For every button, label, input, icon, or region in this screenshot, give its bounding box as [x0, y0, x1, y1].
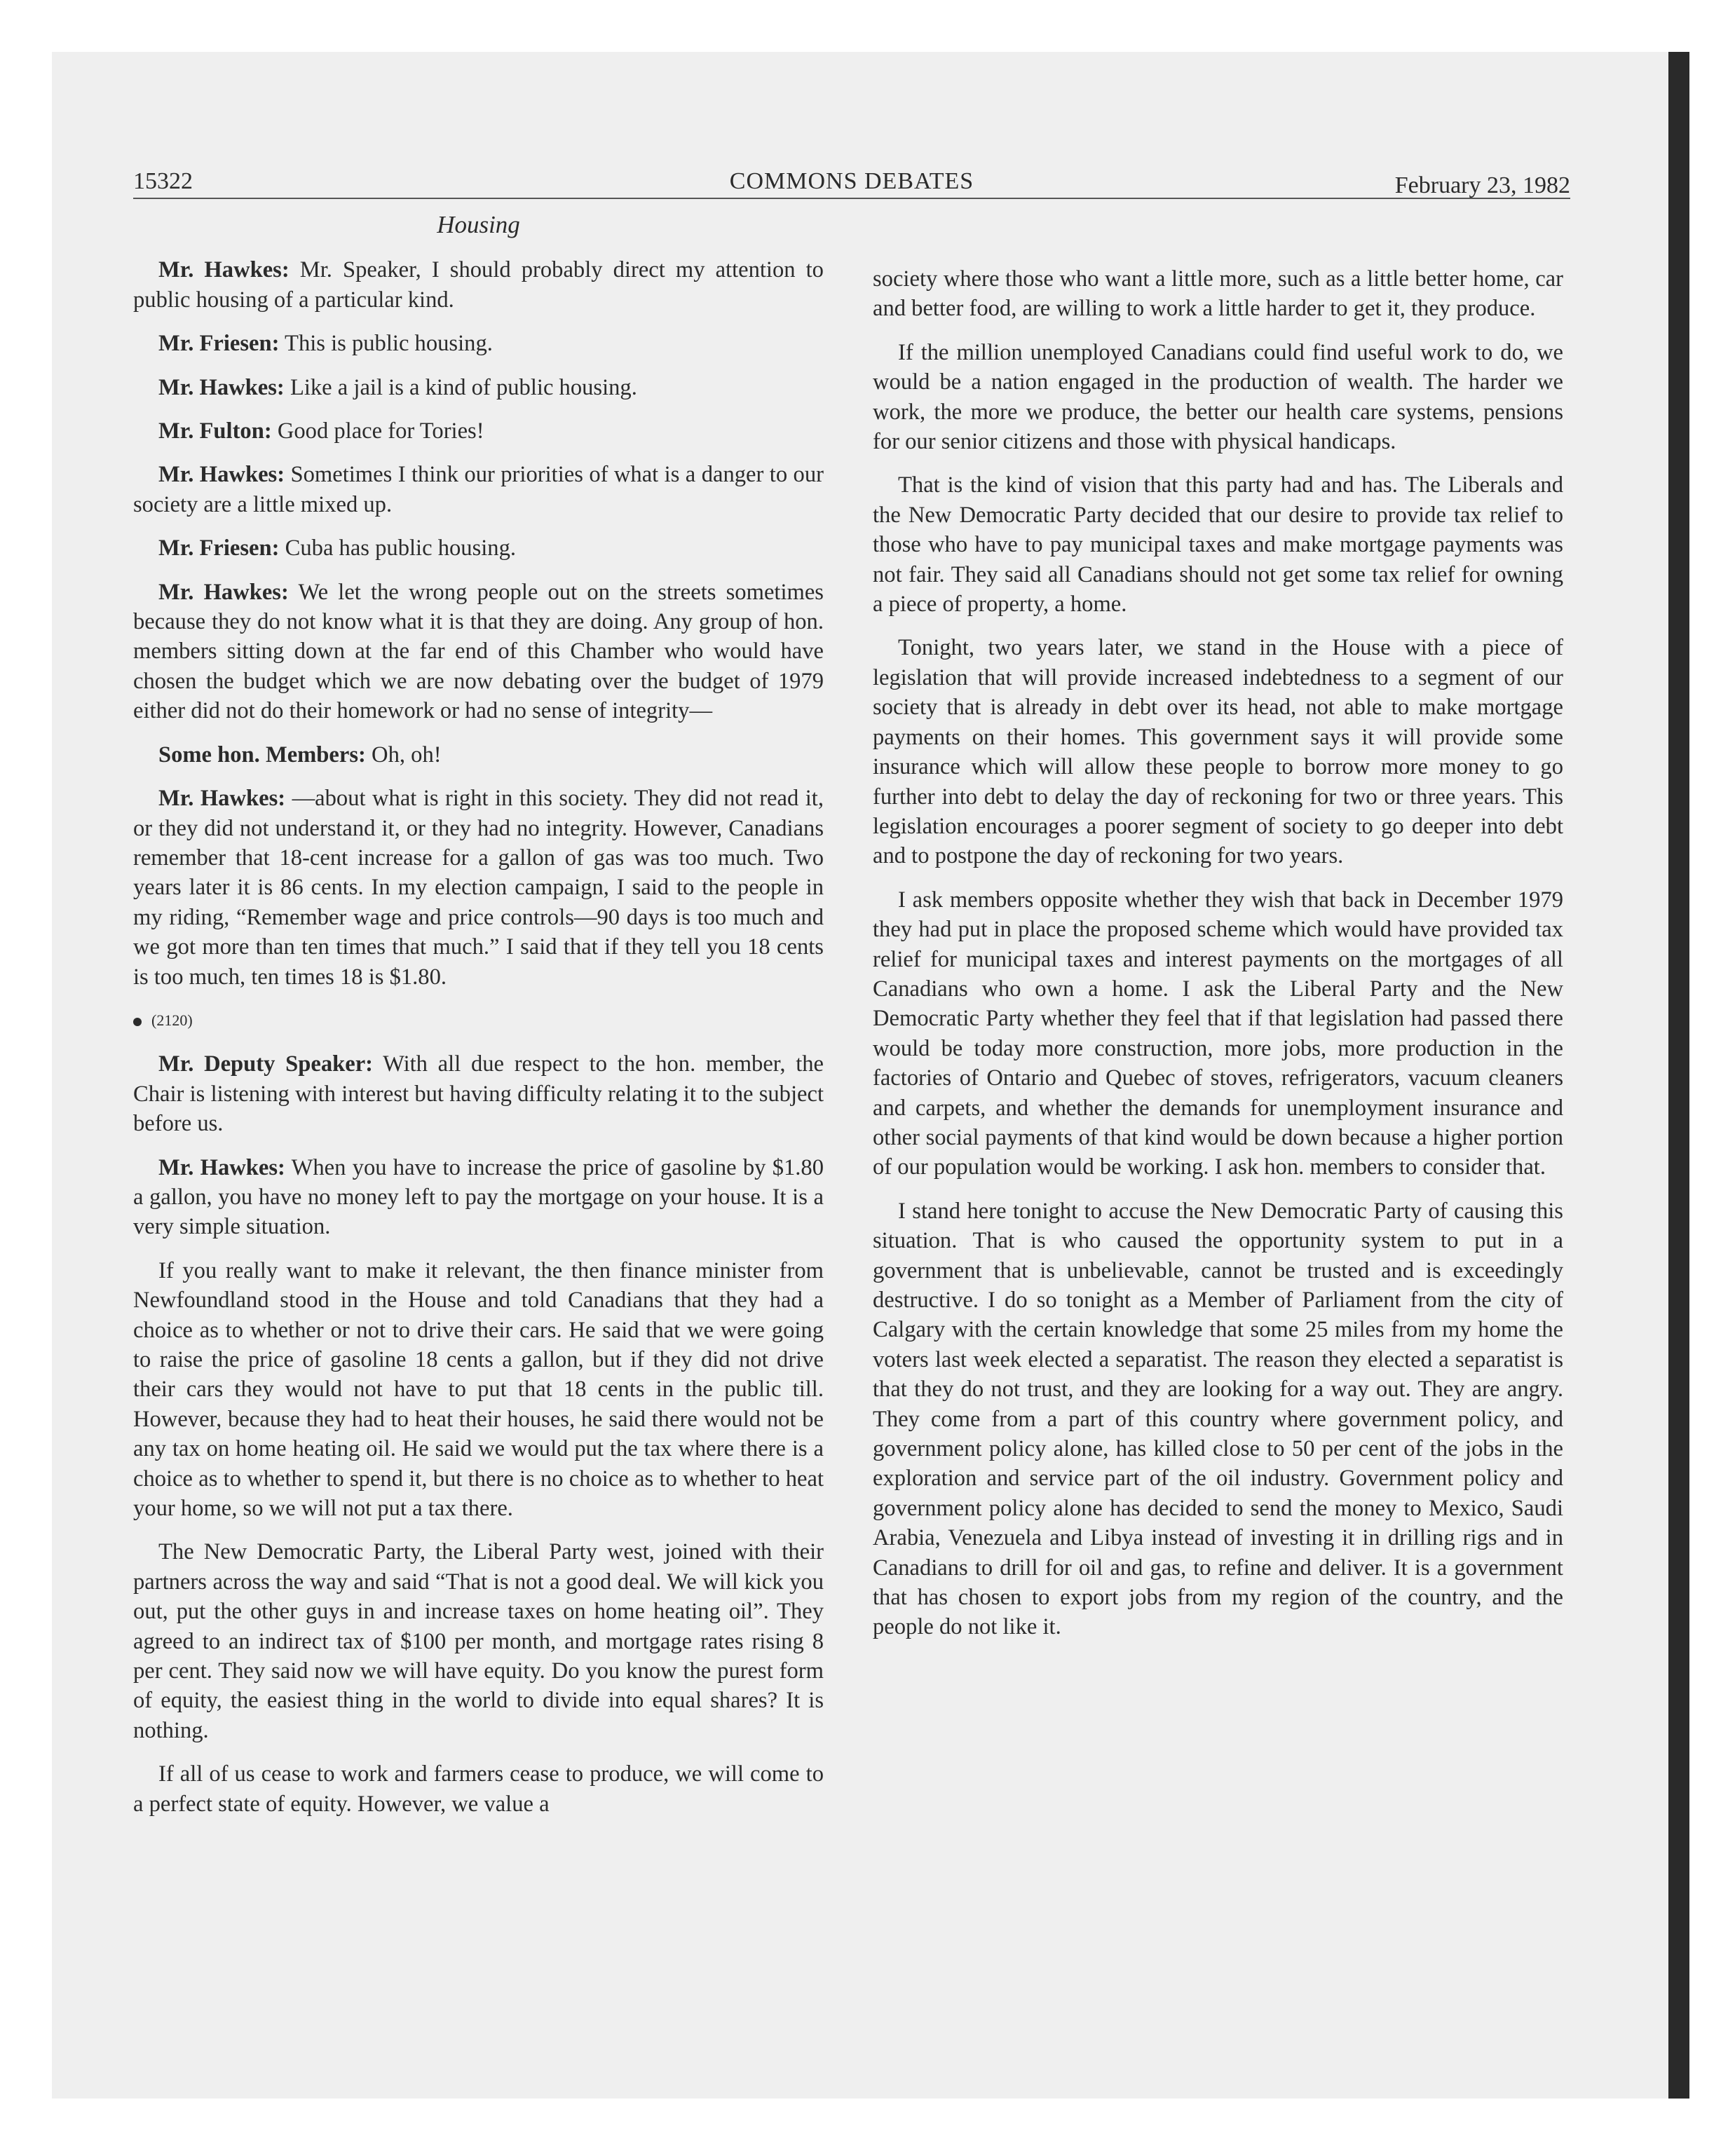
page-number: 15322 — [133, 168, 193, 194]
time-marker — [133, 1006, 824, 1035]
paragraph — [133, 740, 824, 770]
publication-date: February 23, 1982 — [1394, 172, 1570, 198]
paragraph — [133, 1759, 824, 1819]
paragraph-text: Tonight, two years later, we stand in the House with a piece of legislation that will provide increased indebtedness to a segment of our society that is already in debt over its head, not able to make mortgage payments on their homes. This government says it will provide some insurance which will allow these people to borrow more money to go further into debt to delay the day of reckoning for two or three years. This legislation encourages a poorer segment of society to go deeper into debt and to postpone the day of reckoning for two years. — [873, 635, 1563, 869]
speaker-name: Mr. Deputy Speaker: — [158, 1051, 374, 1077]
document-page — [133, 161, 1570, 1817]
speaker-name: Mr. Hawkes: — [158, 579, 289, 605]
bullet-icon — [133, 1018, 142, 1026]
paragraph-text: —about what is right in this society. They did not read it, or they did not understand it, or they had no integrity. However, Canadians remember that 18-cent increase for a gallon of gas was too much. Two years later it is 86 cents. In my election campaign, I said to the people in my riding, “Remember wage and price controls—90 days is too much and we got more than ten times that much.” I said that if they tell you 18 cents is too much, ten times 18 is $1.80. — [133, 786, 824, 990]
paragraph — [133, 533, 824, 563]
speaker-name: Mr. Hawkes: — [158, 1154, 285, 1180]
paragraph — [133, 416, 824, 446]
paragraph-text: The New Democratic Party, the Liberal Party west, joined with their partners across the way and said “That is not a good deal. We will kick you out, put the other guys in and increase taxes on home heating oil”. They agreed to an indirect tax of $100 per month, and mortgage rates rising 8 per cent. They said now we will have equity. Do you know the purest form of equity, the easiest thing in the world to divide into equal shares? It is nothing. — [133, 1539, 824, 1743]
paragraph — [133, 1537, 824, 1745]
paragraph — [873, 338, 1563, 457]
paragraph-text: When you have to increase the price of gasoline by $1.80 a gallon, you have no money left to pay the mortgage on your house. It is a very simple situation. — [133, 1154, 824, 1240]
speaker-name: Mr. Friesen: — [158, 535, 280, 561]
running-head — [133, 161, 1570, 199]
paragraph — [133, 1153, 824, 1242]
paragraph — [133, 1049, 824, 1138]
paragraph — [133, 784, 824, 992]
paragraph-text: Sometimes I think our priorities of what is a danger to our society are a little mixed up. — [133, 462, 824, 517]
speaker-name: Some hon. Members: — [158, 742, 366, 767]
paragraph-text: That is the kind of vision that this party had and has. The Liberals and the New Democratic Party decided that our desire to provide tax relief to those who have to pay municipal taxes and make mortgage payments was not fair. They said all Canadians should not get some tax relief for owning a piece of property, a home. — [873, 472, 1563, 618]
paragraph — [873, 264, 1563, 324]
paragraph-text: Cuba has public housing. — [285, 535, 517, 561]
paragraph — [133, 1256, 824, 1524]
scan-edge-shadow — [1668, 52, 1689, 2099]
paragraph-text: If the million unemployed Canadians could find useful work to do, we would be a nation engaged in the production of wealth. The harder we work, the more we produce, the better our health care systems, pensions for our senior citizens and those with physical handicaps. — [873, 339, 1563, 455]
paragraph — [873, 1196, 1563, 1642]
left-column — [133, 206, 824, 1833]
paragraph-text: This is public housing. — [285, 331, 493, 357]
speaker-name: Mr. Fulton: — [158, 418, 272, 444]
speaker-name: Mr. Hawkes: — [158, 374, 285, 400]
paragraph-text: We let the wrong people out on the streets sometimes because they do not know what it is that they are doing. Any group of hon. members sitting down at the far end of this Chamber who would have chosen the budget which we are now debating over the budget of 1979 either did not do their homework or had no sense of integrity— — [133, 579, 824, 724]
paragraph — [873, 633, 1563, 871]
paragraph-text: Like a jail is a kind of public housing. — [290, 374, 637, 400]
paragraph — [133, 578, 824, 726]
section-title: Housing — [437, 211, 520, 238]
paragraph-text: Mr. Speaker, I should probably direct my attention to public housing of a particular kind. — [133, 257, 824, 313]
paragraph — [133, 255, 824, 315]
paragraph-text: If you really want to make it relevant, the then finance minister from Newfoundland stood in the House and told Canadians that they had a choice as to whether or not to drive their cars. He said that we were going to raise the price of gasoline 18 cents a gallon, but if they did not drive their cars they would not have to put that 18 cents in the public till. However, because they had to heat their houses, he said there would not be any tax on home heating oil. He said we would put the tax where there is a choice as to whether to spend it, but there is no choice as to whether to heat your home, so we will not put a tax there. — [133, 1257, 824, 1522]
paragraph — [873, 470, 1563, 619]
time-marker-text: (2120) — [151, 1011, 193, 1029]
paragraph — [133, 460, 824, 519]
speaker-name: Mr. Hawkes: — [158, 786, 286, 812]
right-column — [873, 264, 1563, 1656]
speaker-name: Mr. Hawkes: — [158, 257, 290, 283]
paragraph-text: With all due respect to the hon. member, the Chair is listening with interest but having difficulty relating it to the subject before us. — [133, 1051, 824, 1137]
paragraph-text: society where those who want a little more, such as a little better home, car and better food, are willing to work a little harder to get it, they produce. — [873, 266, 1563, 322]
publication-title: COMMONS DEBATES — [729, 168, 974, 194]
paragraph — [133, 373, 824, 402]
paragraph-text: If all of us cease to work and farmers cease to produce, we will come to a perfect state of equity. However, we value a — [133, 1761, 824, 1817]
paragraph — [133, 329, 824, 358]
paragraph-text: I stand here tonight to accuse the New Democratic Party of causing this situation. That is who caused the opportunity system to put in a government that is unbelievable, cannot be trusted and is exceedingly destructive. I do so tonight as a Member of Parliament from the city of Calgary with the certain knowledge that some 25 miles from my home the voters last week elected a separatist. The reason they elected a separatist is that they do not trust, and they are looking for a way out. They are angry. They come from a part of this country where government policy, and government policy alone, has killed close to 50 per cent of the jobs in the exploration and service part of the oil industry. Government policy and government policy alone has decided to send the money to Mexico, Saudi Arabia, Venezuela and Libya instead of investing it in drilling rigs and in Canadians to drill for oil and gas, to refine and deliver. It is a government that has chosen to export jobs from my region of the country, and the people do not like it. — [873, 1198, 1563, 1640]
speaker-name: Mr. Friesen: — [158, 331, 280, 357]
paragraph-text: I ask members opposite whether they wish that back in December 1979 they had put in place the proposed scheme which would have provided tax relief for municipal taxes and interest payments on the mortgages of all Canadians who own a home. I ask the Liberal Party and the New Democratic Party whether they feel that if that legislation had passed there would be today more construction, more jobs, more production in the factories of Ontario and Quebec of stoves, refrigerators, vacuum cleaners and carpets, and whether the demands for unemployment insurance and other social payments of that kind would be down because a higher portion of our population would be working. I ask hon. members to consider that. — [873, 887, 1563, 1180]
speaker-name: Mr. Hawkes: — [158, 462, 285, 488]
paragraph — [873, 885, 1563, 1182]
paragraph-text: Oh, oh! — [372, 742, 442, 767]
paragraph-text: Good place for Tories! — [277, 418, 484, 444]
